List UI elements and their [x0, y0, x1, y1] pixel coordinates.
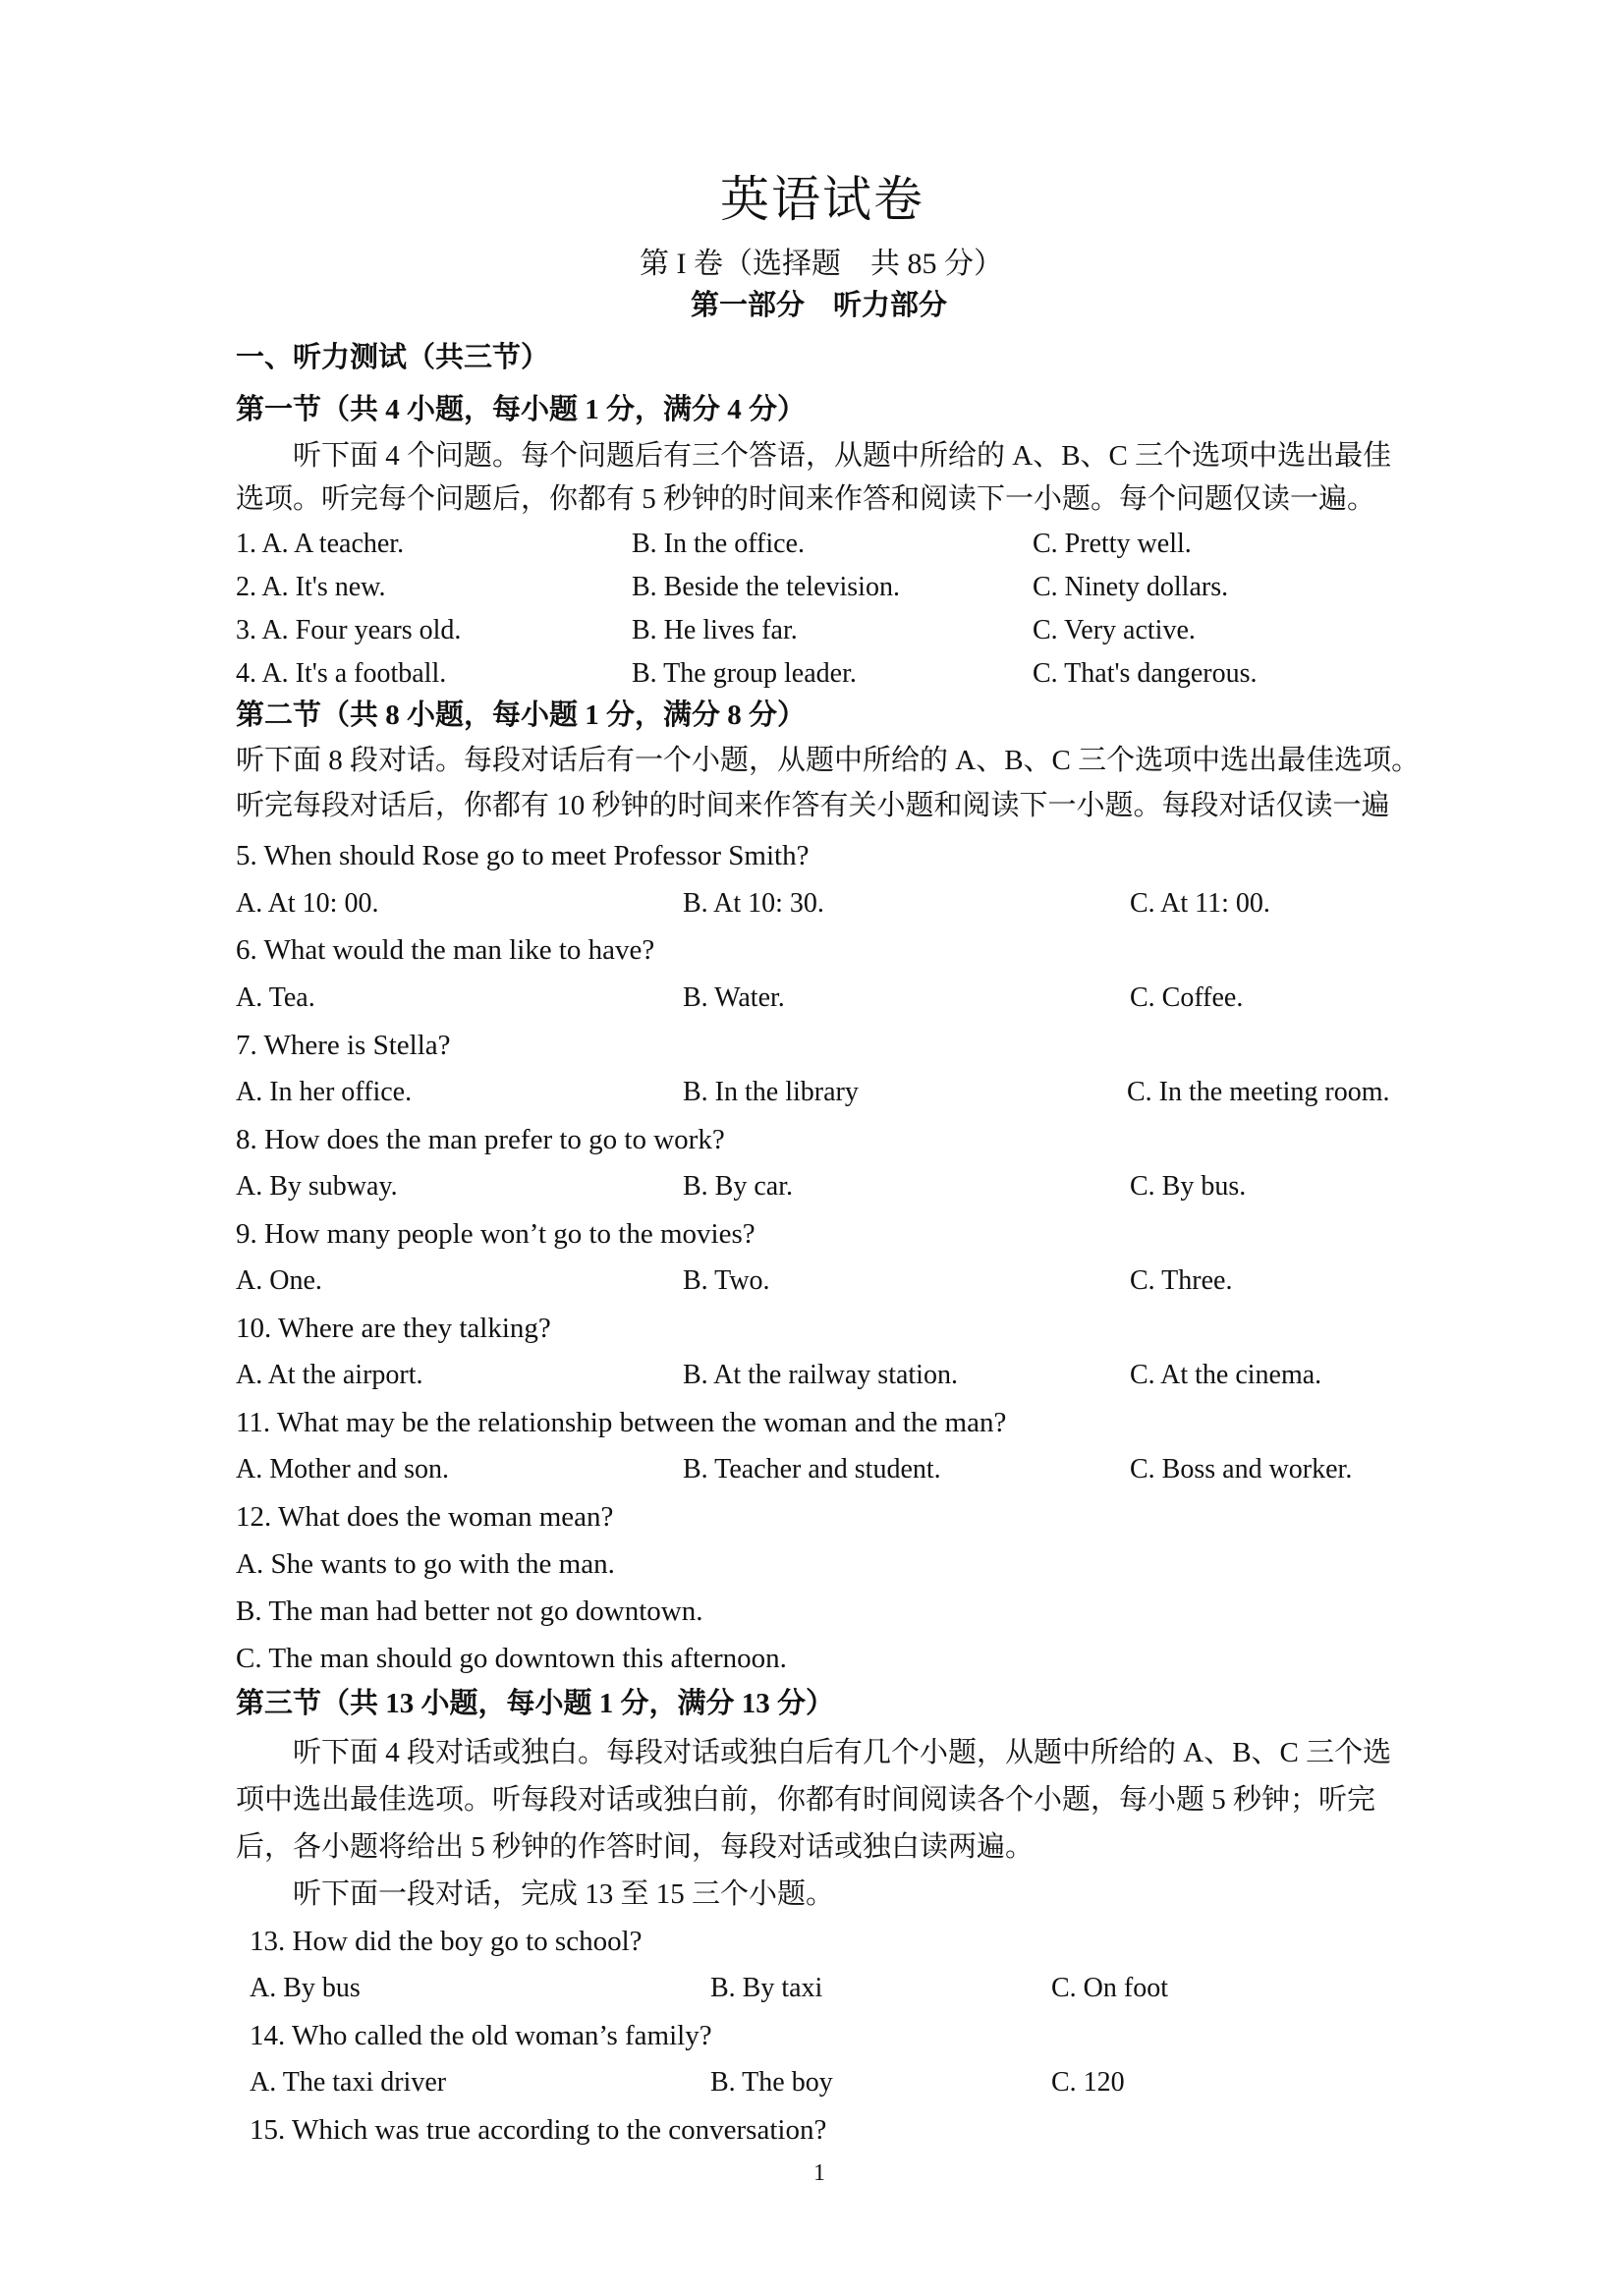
- option-a: A. At the airport.: [236, 1360, 423, 1390]
- sec3-instruction-line3: 后，各小题将给出 5 秒钟的作答时间，每段对话或独白读两遍。: [236, 1831, 1035, 1863]
- option-b: B. In the office.: [632, 529, 805, 559]
- option-c: C. The man should go downtown this afternoon.: [236, 1643, 787, 1674]
- sec3-instruction-line1: 听下面 4 段对话或独白。每段对话或独白后有几个小题，从题中所给的 A、B、C 三个选: [293, 1737, 1392, 1768]
- option-a: A. She wants to go with the man.: [236, 1548, 615, 1580]
- page-number: 1: [813, 2160, 825, 2186]
- option-c: C. Very active.: [1033, 615, 1196, 645]
- question-text: 13. How did the boy go to school?: [250, 1926, 643, 1957]
- option-a: A. Mother and son.: [236, 1454, 449, 1484]
- option-c: C. 120: [1051, 2067, 1125, 2098]
- option-a: A. By subway.: [236, 1171, 398, 1202]
- question-text: 8. How does the man prefer to go to work?: [236, 1124, 725, 1155]
- option-c: C. In the meeting room.: [1127, 1077, 1390, 1107]
- option-c: C. Coffee.: [1130, 982, 1244, 1013]
- option-c: C. That's dangerous.: [1033, 658, 1258, 689]
- sec3-heading: 第三节（共 13 小题，每小题 1 分，满分 13 分）: [236, 1688, 835, 1719]
- volume-heading: 第 I 卷（选择题 共 85 分）: [640, 248, 1003, 280]
- option-c: C. Pretty well.: [1033, 529, 1192, 559]
- option-a: A. Tea.: [236, 982, 315, 1013]
- option-c: C. On foot: [1051, 1973, 1168, 2003]
- question-text: 14. Who called the old woman’s family?: [250, 2020, 712, 2051]
- option-a: 3. A. Four years old.: [236, 615, 462, 645]
- option-b: B. At the railway station.: [683, 1360, 958, 1390]
- question-text: 15. Which was true according to the conversation?: [250, 2114, 827, 2146]
- sec1-instruction-line1: 听下面 4 个问题。每个问题后有三个答语，从题中所给的 A、B、C 三个选项中选出最佳: [293, 440, 1392, 472]
- sec2-heading: 第二节（共 8 小题，每小题 1 分，满分 8 分）: [236, 700, 807, 731]
- page-title: 英语试卷: [720, 172, 924, 227]
- section-title: 一、听力测试（共三节）: [236, 342, 550, 373]
- sec2-instruction-line2: 听完每段对话后，你都有 10 秒钟的时间来作答有关小题和阅读下一小题。每段对话仅读一遍: [236, 790, 1390, 821]
- option-a: 4. A. It's a football.: [236, 658, 447, 689]
- sec2-instruction-line1: 听下面 8 段对话。每段对话后有一个小题，从题中所给的 A、B、C 三个选项中选出最佳选项。: [236, 745, 1421, 776]
- sec1-heading: 第一节（共 4 小题，每小题 1 分，满分 4 分）: [236, 394, 807, 425]
- option-b: B. In the library: [683, 1077, 859, 1107]
- option-a: 2. A. It's new.: [236, 572, 386, 602]
- option-c: C. Three.: [1130, 1265, 1233, 1296]
- option-b: B. The boy: [710, 2067, 833, 2098]
- option-c: C. By bus.: [1130, 1171, 1247, 1202]
- question-text: 12. What does the woman mean?: [236, 1501, 614, 1533]
- part-heading: 第一部分 听力部分: [691, 290, 948, 321]
- option-a: A. In her office.: [236, 1077, 413, 1107]
- option-a: 1. A. A teacher.: [236, 529, 405, 559]
- question-text: 5. When should Rose go to meet Professor Smith?: [236, 840, 810, 871]
- option-a: A. At 10: 00.: [236, 888, 379, 919]
- option-b: B. Teacher and student.: [683, 1454, 941, 1484]
- question-text: 6. What would the man like to have?: [236, 934, 655, 966]
- sec1-instruction-line2: 选项。听完每个问题后，你都有 5 秒钟的时间来作答和阅读下一小题。每个问题仅读一遍。: [236, 483, 1376, 515]
- question-text: 7. Where is Stella?: [236, 1030, 451, 1061]
- sec3-instruction-line4: 听下面一段对话，完成 13 至 15 三个小题。: [293, 1878, 835, 1910]
- option-c: C. At 11: 00.: [1130, 888, 1270, 919]
- sec3-instruction-line2: 项中选出最佳选项。听每段对话或独白前，你都有时间阅读各个小题，每小题 5 秒钟；听完: [236, 1784, 1376, 1816]
- option-b: B. The man had better not go downtown.: [236, 1596, 703, 1627]
- option-b: B. Beside the television.: [632, 572, 900, 602]
- option-b: B. Water.: [683, 982, 785, 1013]
- option-b: B. By taxi: [710, 1973, 823, 2003]
- option-b: B. He lives far.: [632, 615, 798, 645]
- option-b: B. Two.: [683, 1265, 770, 1296]
- option-b: B. At 10: 30.: [683, 888, 824, 919]
- option-b: B. By car.: [683, 1171, 793, 1202]
- question-text: 9. How many people won’t go to the movies?: [236, 1218, 756, 1250]
- option-c: C. At the cinema.: [1130, 1360, 1322, 1390]
- option-c: C. Ninety dollars.: [1033, 572, 1229, 602]
- option-a: A. By bus: [250, 1973, 361, 2003]
- option-a: A. The taxi driver: [250, 2067, 447, 2098]
- question-text: 11. What may be the relationship between the woman and the man?: [236, 1407, 1007, 1438]
- option-b: B. The group leader.: [632, 658, 857, 689]
- option-c: C. Boss and worker.: [1130, 1454, 1353, 1484]
- question-text: 10. Where are they talking?: [236, 1313, 551, 1344]
- option-a: A. One.: [236, 1265, 322, 1296]
